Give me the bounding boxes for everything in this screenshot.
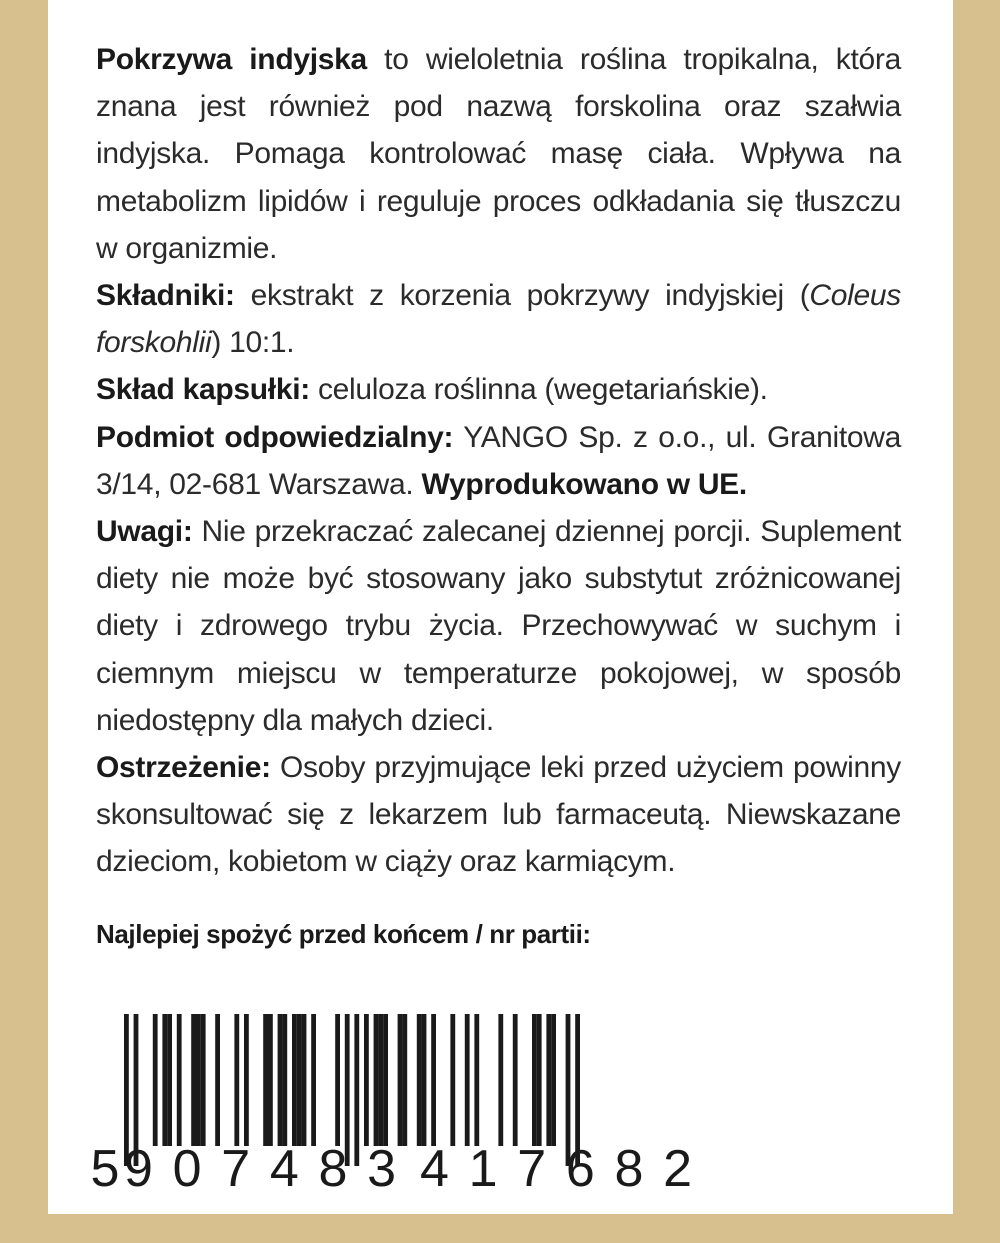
barcode-bar <box>537 1014 542 1146</box>
barcode-bar <box>546 1014 551 1146</box>
barcode-bar <box>417 1014 422 1146</box>
ingredients-label: Składniki: <box>96 279 235 313</box>
barcode-bar <box>282 1014 287 1146</box>
barcode-bar <box>374 1014 379 1146</box>
barcode-bar <box>191 1014 196 1146</box>
barcode-bar <box>268 1014 273 1146</box>
barcode-bar <box>292 1014 297 1146</box>
barcode-bar <box>422 1014 427 1146</box>
barcode-bar <box>297 1014 302 1146</box>
barcode-bar <box>364 1014 369 1146</box>
warning-paragraph <box>96 744 901 886</box>
notes-text: Nie przekraczać zalecanej dziennej porcji. Suplement diety nie może być stosowany jako substytut zróżnicowanej diety i zdrowego trybu życia. Przechowywać w suchym i ciemnym miejscu w temperaturze pokojowej, w sposób niedostępny dla małych dzieci. <box>96 515 901 737</box>
barcode-bar <box>402 1014 407 1146</box>
intro-title: Pokrzywa indyjska <box>96 43 367 76</box>
notes-paragraph <box>96 508 901 744</box>
made-in-eu: Wyprodukowano w UE. <box>421 467 747 501</box>
responsible-text: YANGO Sp. z o.o., ul. Granitowa 3/14, 02-681 Warszawa. <box>96 420 901 501</box>
barcode-bar <box>153 1014 158 1146</box>
barcode-bar <box>513 1014 518 1146</box>
intro-paragraph <box>96 36 901 272</box>
barcode-bar <box>244 1014 249 1146</box>
barcode-bar <box>302 1014 307 1146</box>
barcode-bar <box>551 1014 556 1146</box>
barcode-bar <box>196 1014 201 1146</box>
barcode-bar <box>378 1014 383 1146</box>
barcode-left-digits: 907483 <box>124 1140 396 1198</box>
label-text <box>96 36 901 886</box>
barcode-right-digits: 417682 <box>420 1140 692 1198</box>
ingredients-paragraph <box>96 272 901 366</box>
ingredients-latin-name: Coleus forskohlii <box>96 279 901 360</box>
capsule-text: celuloza roślinna (wegetariańskie). <box>309 373 768 407</box>
barcode-bar <box>431 1014 436 1146</box>
barcode-bar <box>234 1014 239 1146</box>
barcode-first-digit: 5 <box>90 1140 120 1198</box>
warning-label: Ostrzeżenie: <box>96 751 271 785</box>
barcode-bar <box>465 1014 470 1146</box>
capsule-label: Skład kapsułki: <box>96 373 310 407</box>
barcode-bar <box>311 1014 316 1146</box>
barcode-bar <box>215 1014 220 1146</box>
barcode-bar <box>177 1014 182 1146</box>
barcode-bar <box>498 1014 503 1146</box>
barcode-bar <box>263 1014 268 1146</box>
intro-text: to wieloletnia roślina tropikalna, która znana jest również pod nazwą forskolina oraz szałwia indyjska. Pomaga kontrolować masę ciała. Wpływa na metabolizm lipidów i reguluje proces odkładania się tłuszczu w organizmie. <box>96 43 901 265</box>
responsible-paragraph <box>96 414 901 508</box>
barcode-bar <box>162 1014 167 1146</box>
barcode-bar <box>201 1014 206 1146</box>
barcode-bar <box>450 1014 455 1146</box>
barcode-bar <box>278 1014 283 1146</box>
warning-text: Osoby przyjmujące leki przed użyciem powinny skonsultować się z lekarzem lub farmaceutą. Niewskazane dzieciom, kobietom w ciąży oraz karmiącym. <box>96 751 901 879</box>
barcode-bar <box>167 1014 172 1146</box>
capsule-paragraph <box>96 366 901 413</box>
barcode-bar <box>383 1014 388 1146</box>
barcode <box>88 1000 692 1200</box>
ingredients-text: ekstrakt z korzenia pokrzywy indyjskiej ( <box>234 279 810 313</box>
responsible-label: Podmiot odpowiedzialny: <box>96 420 454 454</box>
barcode-bar <box>354 1014 359 1166</box>
label-panel <box>48 0 953 1214</box>
barcode-bar <box>398 1014 403 1146</box>
barcode-bar <box>532 1014 537 1146</box>
barcode-bar <box>474 1014 479 1146</box>
barcode-bar <box>335 1014 340 1146</box>
notes-label: Uwagi: <box>96 515 193 549</box>
ingredients-ratio: ) 10:1. <box>211 326 295 360</box>
best-before-label: Najlepiej spożyć przed końcem / nr partii: <box>96 919 591 949</box>
